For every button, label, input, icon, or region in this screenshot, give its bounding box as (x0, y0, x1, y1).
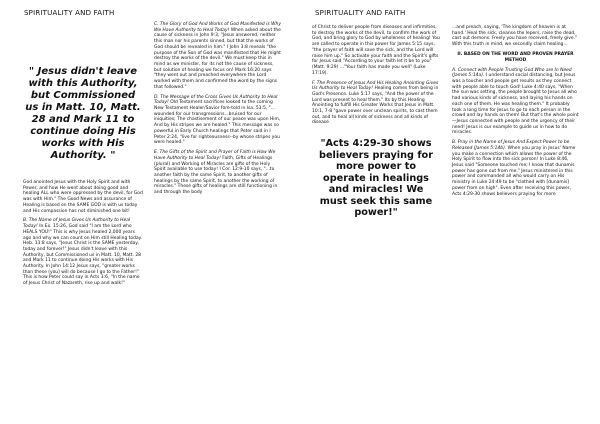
section-a-connect-with-people (452, 68, 579, 136)
section-c-glory-of-god (154, 22, 282, 90)
section-d-heading: D. The Message of the Cross Gives Us Authority to Heal Today! (154, 94, 278, 106)
section-f-heading: F. The Presence of Jesus And His Healing Anointing Gives Us Authority to Heal Today! (312, 80, 439, 92)
section-b-body: In Ex. 15:26, God said "I am the Lord who HEALS YOU!" This is why Jesus healed 2,000 years ago and why we can count on Him still Healing today. Heb. 13:8 says, "Jesus Christ is the SAME yesterday, today and forever!" Jesus didn't leave with this Authority, but Commissioned us in Matt. 10, Matt. 28 and Mark 11 to continue doing His works with His Authority. In John 14:12 Jesus says, "greater works than these (you) will do because I go to the Father!" This is how Peter could say in Acts 3:6, "In the name of Jesus Christ of Nazareth, rise up and walk!" (23, 224, 143, 287)
column-3 (312, 22, 440, 219)
section-b-pray-in-name (452, 140, 579, 197)
section-b2-body: When you pray in Jesus' Name you make a connection which allows the power of the Holy Spirit to flow into the sick person! In Luke 8:46, Jesus said "Someone touched me; I know that dunamis power has gone out from me." Jesus ministered in this power and commanded all who would carry on His ministry in Luke 24:49 to be "clothed with [dunamis] power from on high". Even after receiving this power, Acts 4:29-30 shows believers praying for more (452, 145, 576, 197)
pull-quote-acts: "Acts 4:29-30 shows believers praying for more power to operate in healings and miracles! We must seek this same power!" (319, 138, 433, 219)
column-1 (23, 22, 143, 291)
right-page-header: SPIRITUALITY AND FAITH (315, 9, 406, 17)
section-b-heading: B. The Name of Jesus Gives Us Authority to Heal Today! (23, 218, 131, 230)
section-e-body: Faith, Gifts of Healings (plural) and Working of Miracles are gifts of the Holy Spirit available to use today! I Cor. 12:9-10 says, "...to another faith by the same Spirit, to another gifts of healings by the same Spirit, to another the working of miracles." These gifts of healings are still functioning in and through the body (154, 155, 278, 196)
section-f-presence-of-jesus (312, 81, 440, 127)
section-c-heading: C. The Glory of God And Works of God Manifested is Why We Have Authority to Heal Today! (154, 22, 281, 33)
preach-paragraph: ...and preach, saying, 'The kingdom of heaven is at hand.' Heal the sick, cleanse the lepers, raise the dead, cast out demons. Freely you have received, freely give." With this truth in mind, we secondly claim healing... (452, 25, 578, 48)
section-e-gifts-of-spirit (154, 150, 282, 196)
section-f-body: Healing comes from being in God's Presence. Luke 5:17 says, "And the power of the Lord was present to heal them." Its by this Healing Anointing to fulfill His Greater Works that Jesus in Matt. 10:1, 7-8 "gave power over unclean spirits, to cast them out, and to heal all kinds of sickness and all kinds of disease (312, 86, 439, 126)
intro-paragraph: God anointed Jesus with the Holy Spirit and with Power, and how He went about doing good and healing ALL who were oppressed by the devil, for God was with Him." The Good News and assurance of Healing is based on the SAME GOD is with us today and His compassion has not diminished one bit! (23, 180, 143, 214)
column-2 (154, 22, 282, 200)
pull-quote-authority: " Jesus didn't leave with this Authority, but Commissioned us in Matt. 10, Matt. 28 and Mark 11 to continue doing His works with His Authority. " (25, 66, 141, 161)
section-d-message-of-cross (154, 95, 282, 146)
section-c-body: When asked about the cause of sickness in John 9:3, "Jesus answered, neither this man nor his parents sinned, but that the works of God should be revealed in him." I John 3:8 reveals "the purpose of the Son of God was manifested that He might destroy the works of the devil." We must keep this in mind as we minister, for its not the cause of sickness, but solution of healing we focus on! Mark 16:20 says "they went out and preached everywhere the Lord worked with them and confirmed the word by the signs that followed." (154, 27, 281, 90)
section-a-body: I understand social distancing, but Jesus was a toucher and people get results as they connect with people able to touch God! Luke 4:40 says, "When the sun was setting, the people brought to Jesus all who had various kinds of sickness, and laying his hands on each one of them, He was healing them." It probably took a long time for Jesus to go to each person in the crowd and lay hands on them! But that's the whole point—Jesus connected with people and the urgency of their need! Jesus is our example to guide us in how to do miracles. (452, 73, 579, 136)
left-page-header: SPIRITUALITY AND FAITH (24, 9, 115, 17)
section-a-heading: A. Connect with People Trusting God Who are In Need (James 5:14a). (452, 67, 572, 79)
continuation-paragraph: of Christ to deliver people from diseases and infirmities, to destroy the works of the devil, to confirm the work of God, and bring glory to God by wholeness of healing! You are called to operate in this power for James 5:15 says, "the prayer of faith will save the sick, and the Lord will raise him up." So activate your faith and the Spirit's gifts for Jesus said "According to your faith let it be to you" (Matt. 9:29) ..."Your faith has made you well" (Luke 17:19). (312, 25, 440, 76)
section-b-name-of-jesus (23, 218, 143, 286)
section-d-body: Old Testament sacrifices looked to the coming New Testament Healer/Savior fore-told in Isa. 53:5, "... wounded for our transgressions...bruised for our iniquities; The chastisement of our peace was upon Him, And by His stripes we are healed." This message was so powerful in Early Church healings that Peter said in I Peter 2:24, "live for righteousness--by whose stripes you were healed." (154, 100, 281, 146)
column-4 (452, 22, 579, 201)
section-ii-title: II. BASED ON THE WORD AND PROVEN PRAYER METHOD (457, 52, 574, 63)
section-b2-heading: B. Pray in the Name of Jesus And Expect Power to be Released (James 5:14b). (452, 140, 570, 151)
section-e-heading: E. The Gifts of the Spirit and Prayer of Faith is How We Have Authority to Heal Today! (154, 150, 276, 161)
